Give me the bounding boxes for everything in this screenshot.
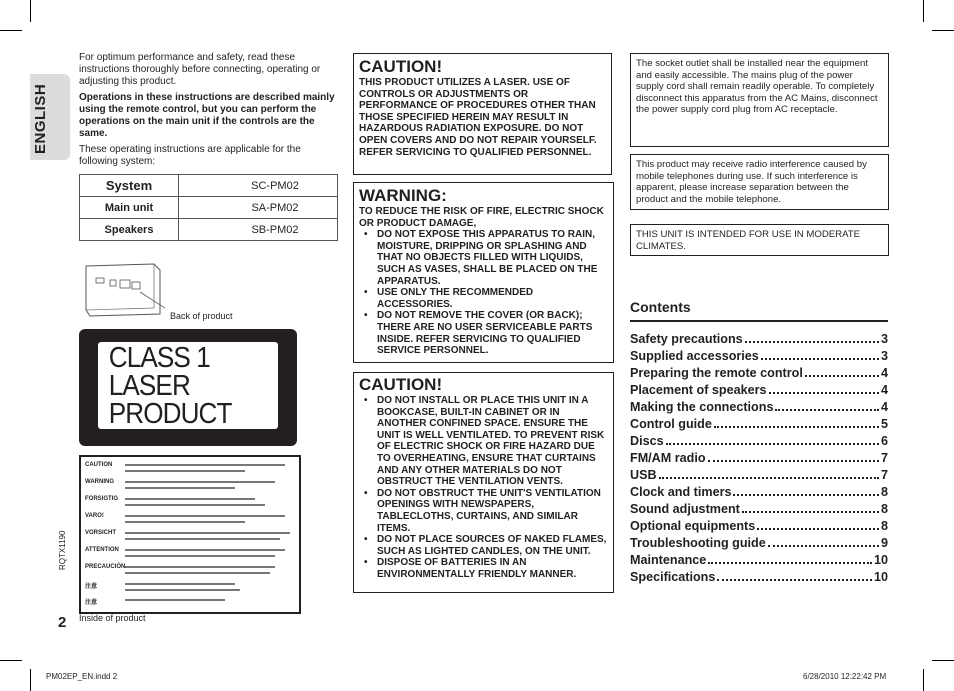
toc-entry[interactable] bbox=[630, 397, 888, 414]
table-cell: System bbox=[80, 175, 179, 197]
toc-leader bbox=[717, 579, 872, 581]
table-cell: Speakers bbox=[80, 219, 179, 241]
list-item: • DO NOT REMOVE THE COVER (OR BACK); THERE ARE NO USER SERVICEABLE PARTS INSIDE. REFER SERVICING TO QUALIFIED SERVICE PERSONNEL. bbox=[359, 310, 608, 356]
list-item: • DO NOT PLACE SOURCES OF NAKED FLAMES, SUCH AS LIGHTED CANDLES, ON THE UNIT. bbox=[359, 534, 608, 557]
toc-leader bbox=[761, 358, 879, 360]
toc-label: Maintenance bbox=[630, 553, 707, 567]
list-item: • DO NOT EXPOSE THIS APPARATUS TO RAIN, MOISTURE, DRIPPING OR SPLASHING AND THAT NO OBJECTS FILLED WITH LIQUIDS, SUCH AS VASES, SHALL BE PLACED ON THE APPARATUS. bbox=[359, 229, 608, 287]
caution-laser-box bbox=[353, 53, 612, 175]
toc-entry[interactable] bbox=[630, 329, 888, 346]
toc-page: 8 bbox=[880, 485, 888, 499]
warning-label-text-line bbox=[125, 599, 225, 601]
toc-leader bbox=[745, 341, 879, 343]
toc-leader bbox=[708, 562, 872, 564]
crop-mark bbox=[923, 669, 924, 691]
multilingual-warning-label bbox=[79, 455, 301, 614]
toc-leader bbox=[768, 545, 879, 547]
toc-leader bbox=[757, 528, 879, 530]
caution-ventilation-box bbox=[353, 372, 614, 593]
warning-label-text-line bbox=[125, 532, 290, 534]
crop-mark bbox=[30, 0, 31, 22]
warning-label-text-line bbox=[125, 504, 265, 506]
toc-entry[interactable] bbox=[630, 550, 888, 567]
toc-label: Making the connections bbox=[630, 400, 774, 414]
crop-mark bbox=[0, 660, 22, 661]
toc-page: 9 bbox=[880, 536, 888, 550]
footer-timestamp: 6/28/2010 12:22:42 PM bbox=[803, 672, 887, 681]
toc-entry[interactable] bbox=[630, 431, 888, 448]
toc-page: 4 bbox=[880, 400, 888, 414]
warning-label-row: FORSIGTIG bbox=[85, 496, 118, 502]
crop-mark bbox=[0, 30, 22, 31]
table-cell: SB-PM02 bbox=[179, 219, 338, 241]
class1-label-inner bbox=[98, 342, 278, 429]
toc-page: 3 bbox=[880, 332, 888, 346]
toc-page: 8 bbox=[880, 519, 888, 533]
list-item: • DO NOT OBSTRUCT THE UNIT'S VENTILATION OPENINGS WITH NEWSPAPERS, TABLECLOTHS, CURTAINS, AND SIMILAR ITEMS. bbox=[359, 488, 608, 534]
warning-label-text-line bbox=[125, 515, 285, 517]
toc-page: 6 bbox=[880, 434, 888, 448]
language-tab bbox=[30, 74, 70, 160]
warning-label-text-line bbox=[125, 549, 285, 551]
intro-text bbox=[79, 52, 335, 172]
toc-label: Control guide bbox=[630, 417, 712, 431]
warning-label-text-line bbox=[125, 583, 235, 585]
warning-label-text-line bbox=[125, 572, 270, 574]
toc-entry[interactable] bbox=[630, 380, 888, 397]
contents-title: Contents bbox=[630, 299, 691, 315]
toc-label: Safety precautions bbox=[630, 332, 743, 346]
crop-mark bbox=[932, 660, 954, 661]
product-back-illustration bbox=[80, 258, 165, 318]
warning-label-text-line bbox=[125, 566, 275, 568]
class1-laser-label bbox=[79, 329, 297, 446]
footer-filename: PM02EP_EN.indd 2 bbox=[46, 672, 118, 681]
caution-title: CAUTION! bbox=[359, 57, 443, 76]
warning-label-row: VORSICHT bbox=[85, 530, 117, 536]
toc-page: 7 bbox=[880, 451, 888, 465]
table-row bbox=[80, 175, 338, 197]
toc-entry[interactable] bbox=[630, 516, 888, 533]
toc-entry[interactable] bbox=[630, 448, 888, 465]
warning-label-row: CAUTION bbox=[85, 462, 113, 468]
back-of-product-caption: Back of product bbox=[170, 311, 233, 321]
toc-entry[interactable] bbox=[630, 363, 888, 380]
socket-outlet-notice: The socket outlet shall be installed near the equipment and easily accessible. The mains plug of the power supply cord shall remain readily operable. To completely disconnect this apparatus from the AC Mains, disconnect the power supply cord plug from AC receptacle. bbox=[630, 53, 889, 147]
caution-body: THIS PRODUCT UTILIZES A LASER. USE OF CONTROLS OR ADJUSTMENTS OR PERFORMANCE OF PROCEDURES OTHER THAN THOSE SPECIFIED HEREIN MAY RESULT IN HAZARDOUS RADIATION EXPOSURE. DO NOT OPEN COVERS AND DO NOT REPAIR YOURSELF. REFER SERVICING TO QUALIFIED PERSONNEL. bbox=[359, 77, 597, 158]
class1-line: LASER PRODUCT bbox=[108, 369, 232, 430]
list-item: • DISPOSE OF BATTERIES IN AN ENVIRONMENTALLY FRIENDLY MANNER. bbox=[359, 557, 608, 580]
toc-label: Supplied accessories bbox=[630, 349, 759, 363]
toc-label: Troubleshooting guide bbox=[630, 536, 766, 550]
toc-entry[interactable] bbox=[630, 567, 888, 584]
toc-entry[interactable] bbox=[630, 465, 888, 482]
language-tab-label: ENGLISH bbox=[32, 83, 49, 154]
toc-page: 3 bbox=[880, 349, 888, 363]
crop-mark bbox=[932, 30, 954, 31]
toc-leader bbox=[666, 443, 879, 445]
warning-label-row: PRECAUCIÓN bbox=[85, 564, 126, 570]
toc-page: 8 bbox=[880, 502, 888, 516]
toc-label: Discs bbox=[630, 434, 664, 448]
intro-paragraph: These operating instructions are applicable for the following system: bbox=[79, 144, 301, 167]
warning-label-row: WARNING bbox=[85, 479, 114, 485]
table-row bbox=[80, 197, 338, 219]
warning-box bbox=[353, 182, 614, 363]
warning-label-text-line bbox=[125, 470, 245, 472]
interference-notice: This product may receive radio interference caused by mobile telephones during use. If such interference is apparent, please increase separation between the product and the mobile telephone. bbox=[630, 154, 889, 210]
warning-label-text-line bbox=[125, 538, 280, 540]
toc-leader bbox=[769, 392, 879, 394]
toc-label: Sound adjustment bbox=[630, 502, 740, 516]
table-row bbox=[80, 219, 338, 241]
caution-list bbox=[359, 395, 608, 581]
table-cell: Main unit bbox=[80, 197, 179, 219]
climate-notice: THIS UNIT IS INTENDED FOR USE IN MODERATE CLIMATES. bbox=[630, 224, 889, 256]
toc-leader bbox=[714, 426, 879, 428]
warning-label-row: VARO! bbox=[85, 513, 104, 519]
toc-label: Optional equipments bbox=[630, 519, 756, 533]
system-table bbox=[79, 174, 338, 241]
toc-leader bbox=[775, 409, 879, 411]
table-cell: SC-PM02 bbox=[179, 175, 338, 197]
class1-line: CLASS 1 bbox=[108, 341, 210, 374]
warning-label-text-line bbox=[125, 464, 285, 466]
crop-mark bbox=[30, 669, 31, 691]
toc-entry[interactable] bbox=[630, 533, 888, 550]
toc-leader bbox=[742, 511, 879, 513]
toc-label: USB bbox=[630, 468, 657, 482]
toc-leader bbox=[805, 375, 879, 377]
warning-label-text-line bbox=[125, 481, 275, 483]
list-item: • USE ONLY THE RECOMMENDED ACCESSORIES. bbox=[359, 287, 608, 310]
crop-mark bbox=[923, 0, 924, 22]
table-cell: SA-PM02 bbox=[179, 197, 338, 219]
toc-leader bbox=[733, 494, 879, 496]
toc-entry[interactable] bbox=[630, 414, 888, 431]
toc-page: 10 bbox=[873, 570, 888, 584]
toc-label: Clock and timers bbox=[630, 485, 732, 499]
warning-lead: TO REDUCE THE RISK OF FIRE, ELECTRIC SHOCK OR PRODUCT DAMAGE, bbox=[359, 206, 604, 229]
inside-of-product-caption: Inside of product bbox=[79, 613, 146, 623]
list-item: • DO NOT INSTALL OR PLACE THIS UNIT IN A BOOKCASE, BUILT-IN CABINET OR IN ANOTHER CONFINED SPACE. ENSURE THE UNIT IS WELL VENTILATED. TO PREVENT RISK OF ELECTRIC SHOCK OR FIRE HAZARD DUE TO OVERHEATING, ENSURE THAT CURTAINS AND ANY OTHER MATERIALS DO NOT OBSTRUCT THE VENTILATION VENTS. bbox=[359, 395, 608, 488]
contents-divider bbox=[630, 320, 888, 322]
toc-page: 4 bbox=[880, 383, 888, 397]
warning-title: WARNING: bbox=[359, 186, 447, 205]
toc-page: 5 bbox=[880, 417, 888, 431]
caution-title: CAUTION! bbox=[359, 375, 443, 394]
intro-paragraph: For optimum performance and safety, read these instructions thoroughly before connecting, operating or adjusting this product. bbox=[79, 52, 321, 87]
document-code: RQTX1190 bbox=[58, 530, 67, 570]
toc-leader bbox=[708, 460, 879, 462]
toc-page: 10 bbox=[873, 553, 888, 567]
warning-list bbox=[359, 229, 608, 357]
warning-label-text-line bbox=[125, 487, 235, 489]
table-of-contents bbox=[630, 329, 888, 584]
toc-label: Placement of speakers bbox=[630, 383, 767, 397]
toc-label: Preparing the remote control bbox=[630, 366, 803, 380]
warning-label-text-line bbox=[125, 589, 240, 591]
warning-label-row: 注意 bbox=[85, 600, 98, 606]
toc-page: 4 bbox=[880, 366, 888, 380]
toc-page: 7 bbox=[880, 468, 888, 482]
warning-label-text-line bbox=[125, 498, 255, 500]
warning-label-row: ATTENTION bbox=[85, 547, 119, 553]
warning-label-row: 注意 bbox=[85, 584, 98, 590]
page-number: 2 bbox=[58, 614, 67, 631]
toc-entry[interactable] bbox=[630, 499, 888, 516]
intro-paragraph: Operations in these instructions are described mainly using the remote control, but you can perform the operations on the main unit if the controls are the same. bbox=[79, 92, 335, 139]
toc-label: Specifications bbox=[630, 570, 716, 584]
toc-leader bbox=[659, 477, 879, 479]
warning-label-text-line bbox=[125, 555, 275, 557]
warning-label-text-line bbox=[125, 521, 245, 523]
toc-entry[interactable] bbox=[630, 482, 888, 499]
toc-label: FM/AM radio bbox=[630, 451, 706, 465]
toc-entry[interactable] bbox=[630, 346, 888, 363]
